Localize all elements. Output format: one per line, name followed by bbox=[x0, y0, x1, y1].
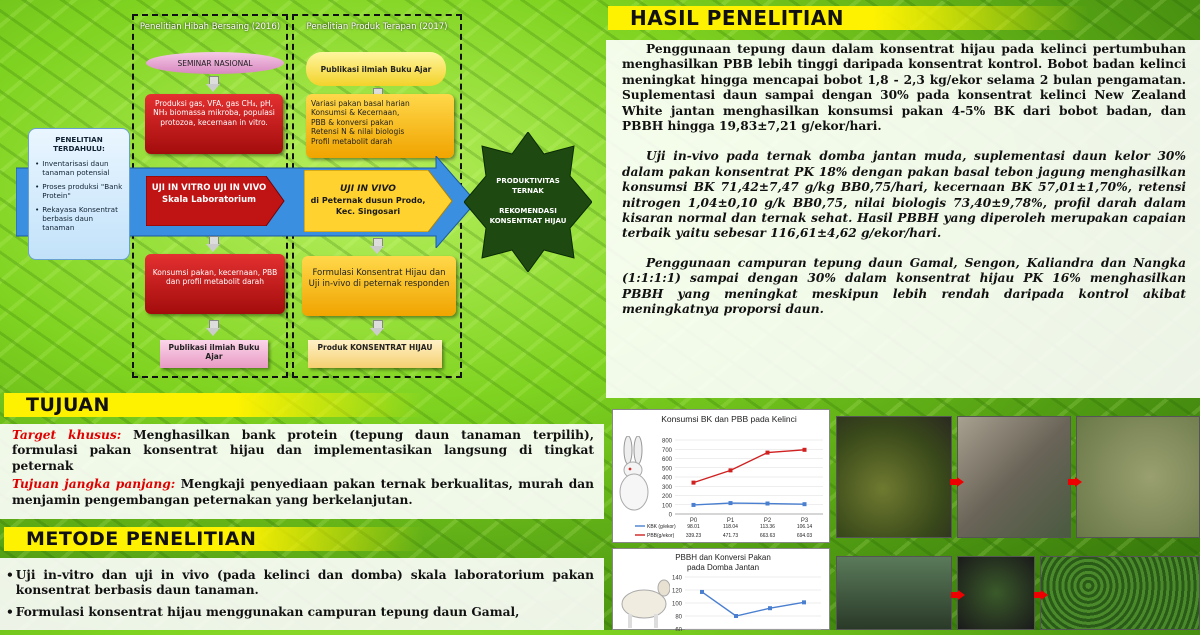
data-point bbox=[766, 451, 770, 455]
y-tick-label: 140 bbox=[671, 575, 682, 582]
data-point bbox=[729, 501, 733, 505]
pellet-machine-photo bbox=[957, 556, 1035, 630]
y-tick-label: 600 bbox=[661, 457, 672, 463]
produk-header: Penelitian Produk Terapan (2017) bbox=[306, 22, 448, 32]
x-tick-label: P1 bbox=[726, 518, 735, 524]
metode-heading: METODE PENELITIAN bbox=[4, 527, 424, 551]
konsumsi-box: Konsumsi pakan, kecernaan, PBB dan profil metabolit darah bbox=[145, 254, 285, 314]
y-tick-label: 100 bbox=[661, 503, 672, 510]
rabbit-image bbox=[614, 436, 654, 514]
sheep-image bbox=[614, 570, 670, 630]
leaf-drying-photo bbox=[836, 416, 952, 538]
hasil-paragraph: Penggunaan tepung daun dalam konsentrat hijau pada kelinci pertumbuhan menghasilkan PBB lebih tinggi daripada konsentrat kontrol. Bobot badan kelinci meningkat hingga mencapai bobot 1,8 - 2,3 kg/ekor selama 2 bulan pengamatan. Suplementasi daun sampai dengan 30% pada konsentrat kelinci New Zealand White jantan menghasilkan konsumsi pakan 4-5% BK dari bobot badan, dan PBBH hingga 19,83±7,21 g/ekor/hari. bbox=[622, 42, 1186, 134]
invitro-parameters-box: Produksi gas, VFA, gas CH₄, pH, NH₃ biomassa mikroba, populasi protozoa, kecernaan in vitro. bbox=[145, 94, 283, 154]
target-text: Menghasilkan bank protein (tepung daun tanaman terpilih), formulasi pakan konsentrat hijau dan implementasikan langsung di tingkat peternak bbox=[12, 428, 594, 473]
chart-title: Konsumsi BK dan PBB pada Kelinci bbox=[661, 414, 797, 424]
tujuan-heading: TUJUAN bbox=[4, 393, 424, 417]
tujuan-jangka bbox=[12, 477, 594, 508]
legend-label: KBK (g/ekor) bbox=[647, 524, 676, 530]
down-arrow-icon bbox=[206, 320, 220, 336]
hasil-paragraph: Uji in-vivo pada ternak domba jantan muda, suplementasi daun kelor 30% dalam pakan konsentrat PK 18% dengan pakan basal tebon jagung menghasilkan konsumsi BK 71,42±7,47 g/kg BB0,75/hari, kecernaan BK 57,01±1,70%, retensi nitrogen 1,04±0,10 g/k BB0,75, nilai biologis 73,40±9,78%, profil darah dalam kisaran normal dan ternak sehat. Hasil PBBH yang diperoleh merupakan capaian terbaik yaitu sebesar 116,61±4,62 g/ekor/hari. bbox=[622, 149, 1186, 241]
data-label: 106.14 bbox=[796, 524, 813, 530]
chart-title: PBBH dan Konversi Pakan bbox=[675, 553, 771, 562]
hasil-panel bbox=[606, 40, 1200, 398]
y-tick-label: 100 bbox=[671, 601, 682, 608]
x-tick-label: P0 bbox=[689, 518, 698, 524]
green-pellet-photo bbox=[1040, 556, 1200, 630]
hibah-header: Penelitian Hibah Bersaing (2016) bbox=[139, 22, 281, 32]
hasil-heading: HASIL PENELITIAN bbox=[608, 6, 1088, 30]
tujuan-panel bbox=[0, 424, 604, 519]
x-tick-label: P3 bbox=[800, 518, 809, 524]
invivo-parameters-box bbox=[306, 94, 454, 158]
grinding-photo bbox=[957, 416, 1071, 538]
right-arrow-icon bbox=[1034, 590, 1048, 600]
data-point bbox=[802, 600, 806, 604]
terdahulu-item: Inventarisasi daun tanaman potensial bbox=[42, 159, 110, 177]
y-tick-label: 0 bbox=[668, 512, 672, 519]
jangka-label: Tujuan jangka panjang: bbox=[12, 477, 176, 492]
data-point bbox=[700, 590, 704, 594]
target-label: Target khusus: bbox=[12, 428, 122, 442]
down-arrow-icon bbox=[370, 238, 384, 254]
tujuan-target bbox=[12, 428, 594, 474]
data-label: 663.63 bbox=[759, 533, 776, 539]
data-point bbox=[692, 481, 696, 485]
invivo-sub: di Peternak dusun Prodo, Kec. Singosari bbox=[310, 196, 426, 216]
data-point bbox=[734, 614, 738, 618]
y-tick-label: 120 bbox=[671, 588, 682, 595]
leaf-flour-photo bbox=[1076, 416, 1200, 538]
metode-panel: • Uji in-vitro dan uji in vivo (pada kelinci dan domba) skala laboratorium pakan konsentrat berbasis daun tanaman. • Formulasi konsentrat hijau menggunakan campuran tepung daun Gamal, bbox=[0, 558, 604, 630]
right-arrow-icon bbox=[950, 477, 964, 487]
data-label: 118.04 bbox=[723, 524, 738, 530]
data-point bbox=[692, 503, 696, 507]
data-label: 98.01 bbox=[687, 524, 700, 530]
y-tick-label: 60 bbox=[675, 627, 682, 631]
series-line bbox=[702, 592, 804, 616]
y-tick-label: 800 bbox=[661, 438, 672, 445]
hasil-paragraph: Penggunaan campuran tepung daun Gamal, Sengon, Kaliandra dan Nangka (1:1:1:1) sampai dengan 30% dalam konsentrat hijau PK 16% menghasilkan PBBH yang meningkat meskipun lebih rendah daripada kontrol akibat meningkatnya proporsi daun. bbox=[622, 255, 1186, 317]
param-item: Variasi pakan basal harian bbox=[311, 99, 410, 108]
formulasi-box: Formulasi Konsentrat Hijau dan Uji in-vivo di peternak responden bbox=[302, 256, 456, 316]
data-point bbox=[803, 502, 807, 506]
param-item: Profil metabolit darah bbox=[311, 136, 393, 146]
uji-invivo-label bbox=[306, 184, 430, 217]
param-item: Konsumsi & Kecernaan, bbox=[311, 108, 400, 118]
series-line bbox=[694, 450, 805, 483]
down-arrow-icon bbox=[206, 236, 220, 252]
y-tick-label: 700 bbox=[661, 447, 672, 454]
right-arrow-icon bbox=[1068, 477, 1082, 487]
y-tick-label: 200 bbox=[661, 494, 672, 500]
uji-invitro-label: UJI IN VITRO UJI IN VIVO Skala Laboratorium bbox=[151, 183, 267, 205]
data-label: 694.03 bbox=[796, 533, 813, 539]
y-tick-label: 300 bbox=[661, 484, 672, 491]
y-tick-label: 500 bbox=[661, 466, 672, 473]
penelitian-terdahulu-box: PENELITIAN TERDAHULU: • Inventarisasi daun tanaman potensial • Proses produksi "Bank Protein" • Rekayasa Konsentrat berbasis daun tanaman bbox=[28, 128, 130, 260]
invivo-title: UJI IN VIVO bbox=[340, 184, 396, 194]
terdahulu-title: PENELITIAN TERDAHULU: bbox=[53, 135, 105, 153]
data-label: 113.36 bbox=[760, 524, 775, 530]
data-point bbox=[729, 468, 733, 472]
data-label: 339.23 bbox=[685, 533, 702, 539]
param-item: PBB & konversi pakan bbox=[311, 117, 394, 127]
y-tick-label: 80 bbox=[675, 614, 682, 621]
data-label: 471.73 bbox=[722, 533, 739, 539]
y-tick-label: 400 bbox=[661, 475, 672, 482]
legend-label: PBB(g/ekor) bbox=[647, 533, 675, 539]
produk-bottom: Produk KONSENTRAT HIJAU bbox=[308, 340, 442, 368]
x-tick-label: P2 bbox=[763, 518, 772, 524]
farmer-photo bbox=[836, 556, 952, 630]
data-point bbox=[803, 448, 807, 452]
param-item: Retensi N & nilai biologis bbox=[311, 127, 405, 137]
jangka-text: Mengkaji penyediaan pakan ternak berkualitas, murah dan menjamin pengembangan peternakan yang berkelanjutan. bbox=[12, 477, 594, 507]
metode-item: Uji in-vitro dan uji in vivo (pada kelinci dan domba) skala laboratorium pakan konsentrat berbasis daun tanaman. bbox=[15, 568, 594, 598]
seminar-nasional: SEMINAR NASIONAL bbox=[146, 52, 284, 74]
down-arrow-icon bbox=[206, 76, 220, 92]
right-arrow-icon bbox=[951, 590, 965, 600]
terdahulu-item: Proses produksi "Bank Protein" bbox=[42, 182, 123, 200]
data-point bbox=[768, 606, 772, 610]
terdahulu-item: Rekayasa Konsentrat berbasis daun tanaman bbox=[42, 205, 118, 232]
publikasi-top: Publikasi ilmiah Buku Ajar bbox=[306, 52, 446, 86]
down-arrow-icon bbox=[370, 320, 384, 336]
produktivitas-text: PRODUKTIVITAS TERNAK REKOMENDASI KONSENTRAT HIJAU bbox=[489, 177, 567, 225]
data-point bbox=[766, 502, 770, 506]
chart-title: pada Domba Jantan bbox=[686, 563, 760, 572]
publikasi-bottom: Publikasi ilmiah Buku Ajar bbox=[160, 340, 268, 368]
metode-item: Formulasi konsentrat hijau menggunakan campuran tepung daun Gamal, bbox=[15, 604, 520, 619]
